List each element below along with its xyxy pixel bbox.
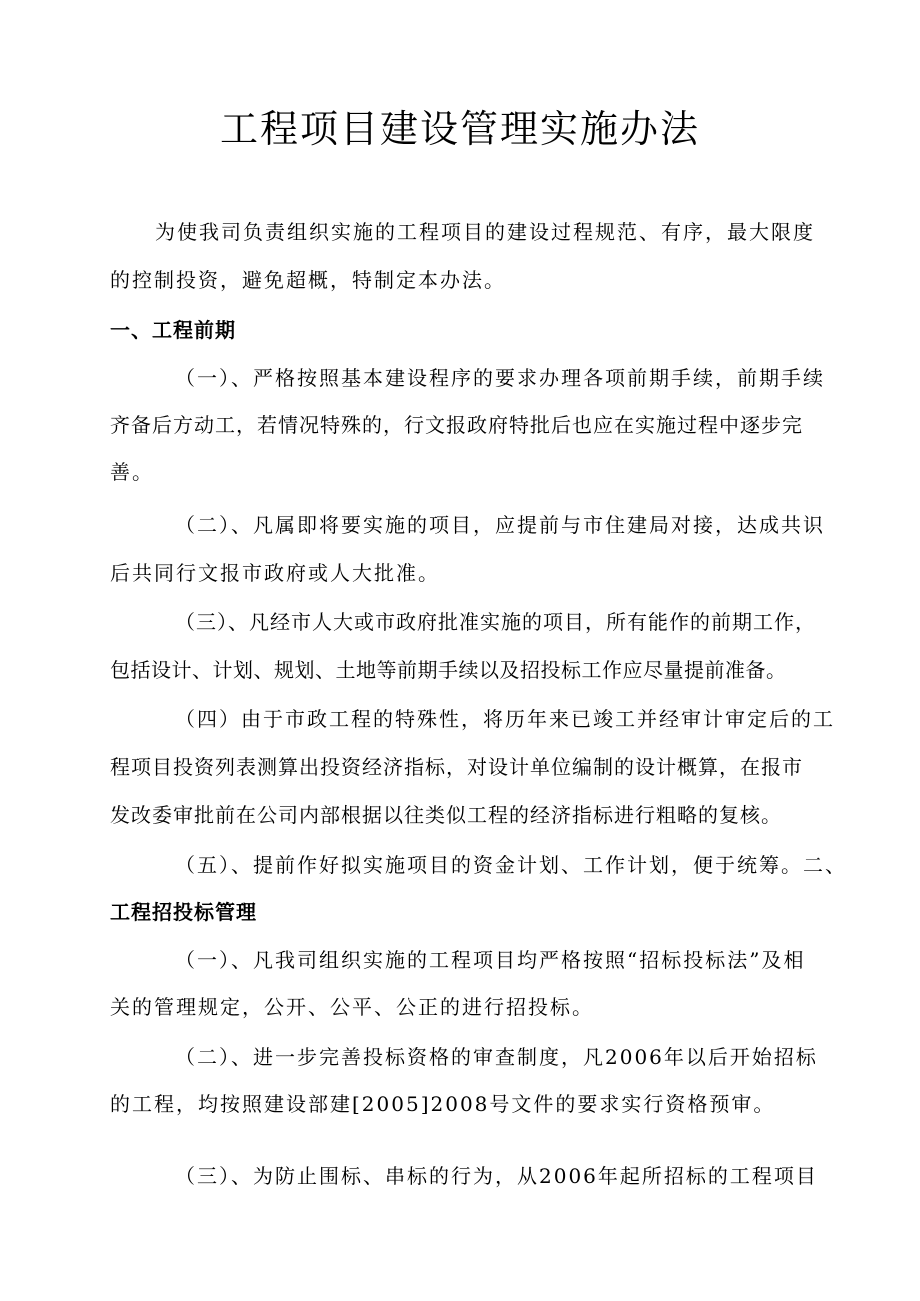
body-line: （三）、凡经市人大或市政府批准实施的项目，所有能作的前期工作， — [175, 610, 816, 634]
body-line: 关的管理规定，公开、公平、公正的进行招投标。 — [110, 995, 594, 1019]
body-line: （二）、凡属即将要实施的项目，应提前与市住建局对接，达成共识 — [175, 513, 825, 537]
body-line: 的控制投资，避免超概，特制定本办法。 — [110, 268, 506, 292]
body-line: （五）、提前作好拟实施项目的资金计划、工作计划，便于统筹。二、 — [175, 853, 847, 877]
section-heading: 一、工程前期 — [110, 318, 236, 342]
body-line: （二）、进一步完善投标资格的审查制度，凡2006年以后开始招标 — [175, 1045, 818, 1069]
body-line: （四）由于市政工程的特殊性，将历年来已竣工并经审计审定后的工 — [175, 707, 835, 731]
body-line: 程项目投资列表测算出投资经济指标，对设计单位编制的设计概算，在报市 — [110, 755, 803, 779]
body-line: 包括设计、计划、规划、土地等前期手续以及招投标工作应尽量提前准备。 — [110, 658, 787, 682]
body-line: 齐备后方动工，若情况特殊的，行文报政府特批后也应在实施过程中逐步完 — [110, 413, 803, 437]
body-line: 发改委审批前在公司内部根据以往类似工程的经济指标进行粗略的复核。 — [110, 803, 782, 827]
body-line: （一）、凡我司组织实施的工程项目均严格按照“招标投标法”及相 — [175, 948, 806, 972]
section-heading: 工程招投标管理 — [110, 900, 257, 924]
body-line: 后共同行文报市政府或人大批准。 — [110, 561, 440, 585]
document-title: 工程项目建设管理实施办法 — [219, 107, 700, 151]
body-line: （三）、为防止围标、串标的行为，从2006年起所招标的工程项目 — [175, 1164, 818, 1188]
body-line: （一）、严格按照基本建设程序的要求办理各项前期手续，前期手续 — [175, 366, 825, 390]
body-line: 为使我司负责组织实施的工程项目的建设过程规范、有序，最大限度 — [155, 220, 815, 244]
body-line: 的工程，均按照建设部建[2005]2008号文件的要求实行资格预审。 — [110, 1092, 776, 1116]
body-line: 善。 — [110, 460, 154, 484]
